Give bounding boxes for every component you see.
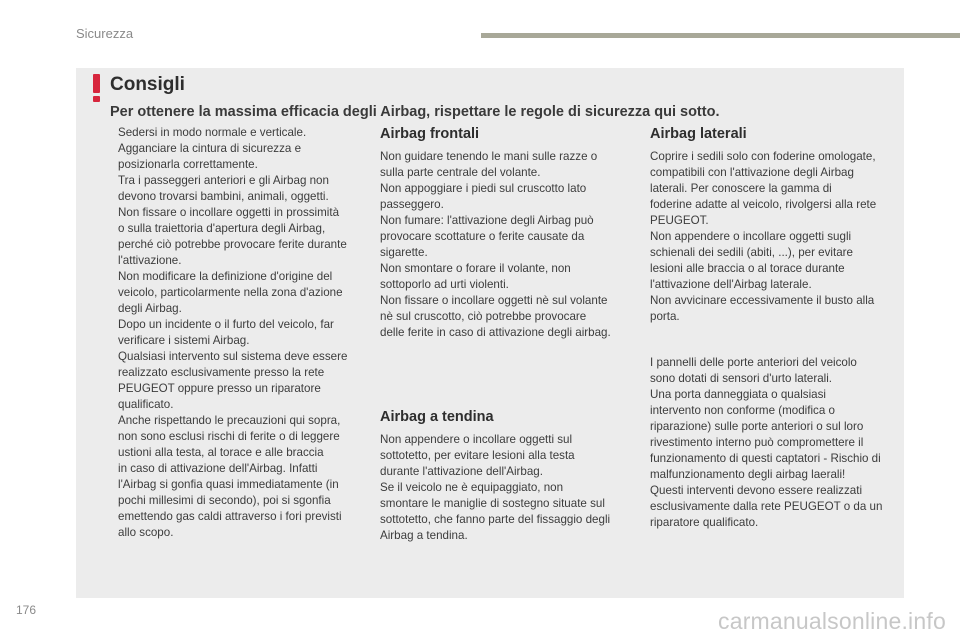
exclamation-icon: [90, 72, 104, 102]
general-advice-text: Sedersi in modo normale e verticale. Agganciare la cintura di sicurezza e posizionarla correttamente. Tra i passeggeri anteriori e gli Airbag non devono trovarsi bambini, animali, oggetti. Non fissare o incollare oggetti in prossimità o sulla traiettoria d'apertura degli Airbag, perché ciò potrebbe provocare ferite durante l'attivazione. Non modificare la definizione d'origine del veicolo, particolarmente nella zona d'azione degli Airbag. Dopo un incidente o il furto del veicolo, far verificare i sistemi Airbag. Qualsiasi intervento sul sistema deve essere realizzato esclusivamente presso la rete PEUGEOT oppure presso un riparatore qualificato. Anche rispettando le precauzioni qui sopra, non sono esclusi rischi di ferite o di leggere ustioni alla testa, al torace e alle braccia in caso di attivazione dell'Airbag. Infatti l'Airbag si gonfia quasi immediatamente (in pochi millesimi di secondo), poi si sgonfia emettendo gas caldi attraverso i fori previsti allo scopo.: [118, 126, 348, 539]
panel-title: Consigli: [110, 74, 185, 95]
frontali-text: Non guidare tenendo le mani sulle razze o sulla parte centrale del volante. Non appoggiare i piedi sul cruscotto lato passeggero. Non fumare: l'attivazione degli Airbag può provocare scottature o ferite causate da sigarette. Non smontare o forare il volante, non sottoporlo ad urti violenti. Non fissare o incollare oggetti nè sul volante nè sul cruscotto, ciò potrebbe provocare delle ferite in caso di attivazione degli airbag.: [380, 150, 611, 339]
watermark: carmanualsonline.info: [718, 608, 946, 634]
section-label: Sicurezza: [76, 26, 134, 41]
heading-airbag-frontali: Airbag frontali: [380, 126, 480, 142]
panel-subtitle: Per ottenere la massima efficacia degli Airbag, rispettare le regole di sicurezza qui sotto.: [110, 104, 720, 120]
heading-airbag-laterali: Airbag laterali: [650, 126, 747, 142]
page-number: 176: [16, 603, 37, 617]
tendina-text: Non appendere o incollare oggetti sul sottotetto, per evitare lesioni alla testa durante l'attivazione dell'Airbag. Se il veicolo ne è equipaggiato, non smontare le maniglie di sostegno situate sul sottotetto, che fanno parte del fissaggio degli Airbag a tendina.: [380, 433, 611, 542]
heading-airbag-tendina: Airbag a tendina: [380, 409, 494, 425]
laterali-sensor-text: I pannelli delle porte anteriori del veicolo sono dotati di sensori d'urto laterali. Una porta danneggiata o qualsiasi intervento non conforme (modifica o riparazione) sulle porte anteriori o sul loro rivestimento interno può compromettere il funzionamento di questi captatori - Rischio di malfunzionamento degli airbag laerali! Questi interventi devono essere realizzati esclusivamente dalla rete PEUGEOT o da un riparatore qualificato.: [650, 356, 883, 529]
laterali-text: Coprire i sedili solo con foderine omologate, compatibili con l'attivazione degli Airbag laterali. Per conoscere la gamma di foderine adatte al veicolo, rivolgersi alla rete PEUGEOT. Non appendere o incollare oggetti sugli schienali dei sedili (abiti, ...), per evitare lesioni alle braccia o al torace durante l'attivazione dell'Airbag laterale. Non avvicinare eccessivamente il busto alla porta.: [650, 150, 877, 323]
header-bar: [481, 33, 960, 38]
